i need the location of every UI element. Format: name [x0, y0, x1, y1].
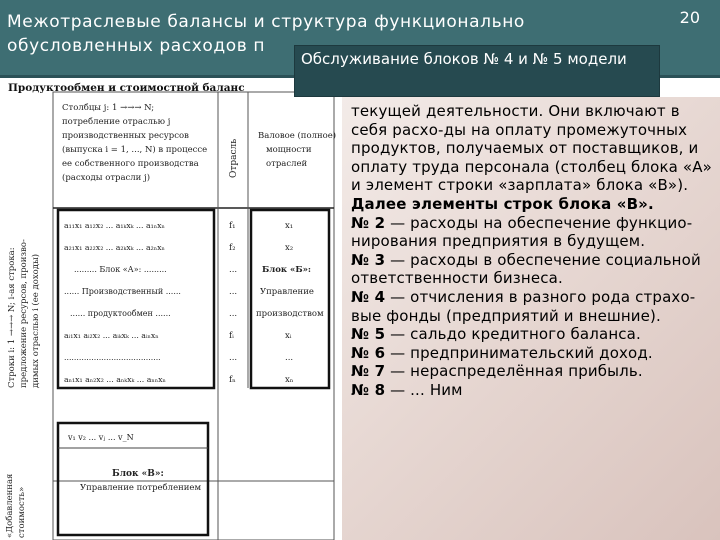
slide-title: Межотраслевые балансы и структура функционально обусловленных расходов п: [7, 12, 525, 56]
row-left: ...... Производственный ......: [64, 287, 181, 296]
list-item-7: [351, 362, 715, 381]
item-text: — расходы в обеспечение социальной ответственности бизнеса.: [351, 250, 701, 288]
row-mid: ...: [229, 353, 238, 363]
side-rows-line: предложение ресурсов, произво-: [19, 239, 29, 388]
text-body: [351, 102, 715, 400]
block-b-rows: [256, 221, 324, 385]
col-header-line: Столбцы j: 1 →→→ N;: [62, 103, 155, 113]
item-text: — ... Ним: [385, 380, 463, 399]
row-right: ...: [285, 353, 294, 363]
side-rows-label: [7, 239, 41, 388]
col-header-line: ее собственного производства: [62, 159, 199, 169]
item-number: № 6: [351, 343, 386, 362]
row-mid: fₙ: [229, 375, 236, 385]
col-header-text: [62, 102, 207, 183]
row-mid: fᵢ: [229, 331, 234, 341]
block-v-subtitle: Управление потреблением: [80, 483, 202, 493]
list-item-5: [351, 325, 715, 344]
item-number: № 8: [351, 380, 386, 399]
row-left: ...... продуктообмен ......: [70, 309, 171, 318]
item-text: — нераспределённая прибыль.: [385, 362, 643, 381]
item-text: — расходы на обеспечение функцио-нирования предприятия в будущем.: [351, 213, 693, 251]
row-mid: f₁: [229, 221, 236, 231]
list-item-2: [351, 214, 715, 251]
item-number: № 5: [351, 325, 386, 344]
side-added-line: «Добавленная: [5, 473, 15, 538]
text-panel: [342, 97, 720, 540]
callout-box: Обслуживание блоков № 4 и № 5 модели: [294, 45, 660, 97]
row-left: aₙ₁x₁ aₙ₂x₂ ... aₙₖxₖ ... aₙₙxₙ: [64, 375, 166, 384]
row-right: x₁: [285, 221, 294, 231]
item-number: № 4: [351, 287, 386, 306]
row-left: a₁₁x₁ a₁₂x₂ ... a₁ₖxₖ ... a₁ₙxₙ: [64, 221, 165, 230]
row-right: x₂: [285, 243, 294, 253]
gross-header-line: отраслей: [266, 159, 308, 169]
side-rows-line: димых отраслью i (ее доходы): [31, 253, 41, 388]
balance-table: [0, 78, 342, 540]
item-text: — сальдо кредитного баланса.: [385, 325, 641, 344]
gross-col-header: [258, 130, 336, 169]
value-added-row: v₁ v₂ ... vⱼ ... v_N: [68, 433, 134, 442]
side-added-value-label: [4, 474, 27, 538]
row-mid: f₂: [229, 243, 236, 253]
list-item-3: [351, 251, 715, 288]
row-mid: ...: [229, 309, 238, 319]
row-left: aᵢ₁x₁ aᵢ₂x₂ ... aᵢₖxₖ ... aᵢₙxₙ: [64, 331, 159, 340]
row-right: производством: [256, 309, 324, 319]
col-header-line: потребление отраслью j: [62, 117, 171, 127]
block-v-title: Блок «В»:: [112, 469, 164, 479]
intro-paragraph: текущей деятельности. Они включают в себя расхо-ды на оплату промежуточных продуктов, получаемых от поставщиков, и оплату труда персонала (столбец блока «А» и элемент строки «зарплата» блока «В»).: [351, 102, 713, 195]
output-col-header: Отрасль: [229, 138, 239, 178]
section-lead: Далее элементы строк блока «В».: [351, 194, 654, 213]
row-left: .......................................: [64, 353, 161, 362]
gross-header-line: Валовое (полное): [258, 131, 337, 141]
row-right: xₙ: [285, 375, 294, 385]
list-item-8: [351, 381, 715, 400]
list-item-4: [351, 288, 715, 325]
row-left: a₂₁x₁ a₂₂x₂ ... a₂ₖxₖ ... a₂ₙxₙ: [64, 243, 165, 252]
row-right: xᵢ: [285, 331, 292, 341]
row-mid: ...: [229, 287, 238, 297]
item-number: № 7: [351, 362, 386, 381]
row-right: Блок «Б»:: [262, 265, 312, 275]
side-rows-line: Строки i: 1 →→→ N; i-ая строка:: [7, 247, 17, 388]
item-number: № 2: [351, 213, 386, 232]
item-text: — отчисления в разного рода страхо-вые фонды (предприятий и внешние).: [351, 287, 696, 325]
row-left: ......... Блок «А»: .........: [74, 265, 167, 274]
col-header-line: (выпуска i = 1, ..., N) в процессе: [62, 145, 208, 155]
list-item-6: [351, 344, 715, 363]
side-added-line: стоимость»: [17, 486, 27, 538]
item-number: № 3: [351, 250, 386, 269]
slide-number: 20: [679, 8, 700, 27]
row-mid: ...: [229, 265, 238, 275]
figure-title: Продуктообмен и стоимостной баланс: [8, 82, 245, 94]
gross-header-line: мощности: [266, 145, 312, 155]
block-a-rows: [64, 221, 181, 384]
row-right: Управление: [260, 287, 314, 297]
balance-figure: [0, 78, 342, 540]
item-text: — предпринимательский доход.: [385, 343, 653, 362]
output-col-rows: [229, 221, 237, 385]
col-header-line: производственных ресурсов: [62, 131, 189, 141]
col-header-line: (расходы отрасли j): [62, 173, 151, 183]
